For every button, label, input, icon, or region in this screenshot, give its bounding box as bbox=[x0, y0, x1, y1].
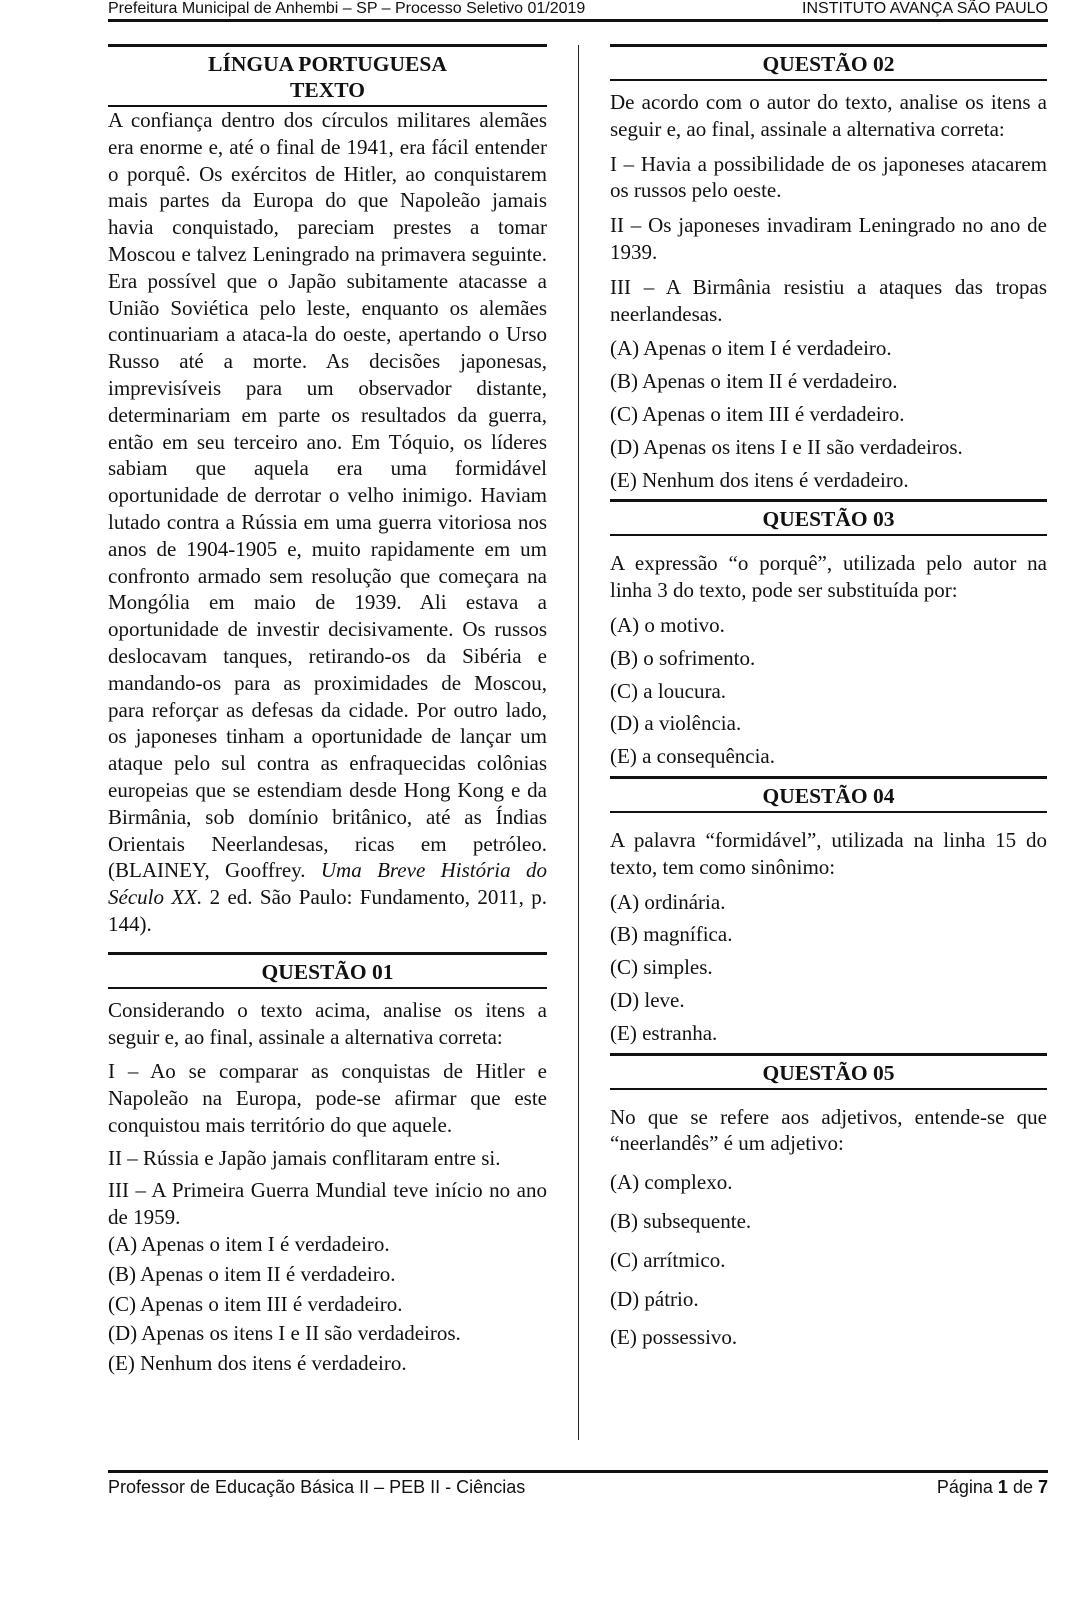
question-2-stem: De acordo com o autor do texto, analise os itens a seguir e, ao final, assinale a alternativa correta: bbox=[610, 90, 1047, 141]
question-5-option[interactable]: (A) complexo. bbox=[610, 1170, 733, 1195]
question-2-title: QUESTÃO 02 bbox=[610, 44, 1047, 81]
book-title: Uma Breve História do Século XX. bbox=[108, 858, 547, 910]
section-title: LÍNGUA PORTUGUESA bbox=[208, 52, 447, 76]
page-number bbox=[937, 1477, 1048, 1498]
question-4-stem: A palavra “formidável”, utilizada na linha 15 do texto, tem como sinônimo: bbox=[610, 827, 1047, 879]
question-5-option[interactable]: (C) arrítmico. bbox=[610, 1247, 726, 1272]
question-3-option[interactable]: (D) a violência. bbox=[610, 711, 742, 736]
question-1-option[interactable]: (A) Apenas o item I é verdadeiro. bbox=[108, 1232, 390, 1257]
question-5-title: QUESTÃO 05 bbox=[610, 1053, 1047, 1090]
header-right: INSTITUTO AVANÇA SÃO PAULO bbox=[802, 0, 1048, 17]
question-1-option[interactable]: (E) Nenhum dos itens é verdadeiro. bbox=[108, 1351, 407, 1376]
question-1-option[interactable]: (C) Apenas o item III é verdadeiro. bbox=[108, 1291, 403, 1316]
question-2-item: III – A Birmânia resistiu a ataques das tropas neerlandesas. bbox=[610, 274, 1047, 326]
question-1-item: III – A Primeira Guerra Mundial teve início no ano de 1959. bbox=[108, 1178, 547, 1230]
question-4-option[interactable]: (E) estranha. bbox=[610, 1020, 718, 1045]
left-column bbox=[108, 44, 547, 1377]
question-2-option[interactable]: (C) Apenas o item III é verdadeiro. bbox=[610, 401, 905, 426]
question-4-option[interactable]: (A) ordinária. bbox=[610, 889, 726, 914]
question-4-option[interactable]: (C) simples. bbox=[610, 955, 713, 980]
passage-text: A confiança dentro dos círculos militares alemães era enorme e, até o final de 1941, era fácil entender o porquê. Os exércitos de Hitler, ao conquistarem mais partes da Europa do que Napoleão jamais havia conquistado, pareciam prestes a tomar Moscou e talvez Leningrado na primavera seguinte. Era possível que o Japão subitamente atacasse a União Soviética pelo leste, enquanto os alemães continuariam a ataca-la do oeste, apertando o Urso Russo até a morte. As decisões japonesas, imprevisíveis para um observador distante, determinariam em parte os resultados da guerra, então em seu terceiro ano. Em Tóquio, os líderes sabiam que aquela era uma formidável oportunidade de derrotar o velho inimigo. Haviam lutado contra a Rússia em uma guerra vitoriosa nos anos de 1904-1905 e, muito rapidamente em um confronto armado sem resolução que começara na Mongólia em maio de 1939. Ali estava a oportunidade de investir decisivamente. Os russos deslocavam tanques, retirando-os da Sibéria e mandando-os para as proximidades de Moscou, para reforçar as defesas da cidade. Por outro lado, os japoneses tinham a oportunidade de lançar um ataque pelo sul contra as enfraquecidas colônias europeias que se estendiam desde Hong Kong e da Birmânia, sob domínio britânico, até as Índias Orientais Neerlandesas, ricas em petróleo. (BLAINEY, Gooffrey. bbox=[108, 108, 547, 883]
question-1-title: QUESTÃO 01 bbox=[108, 952, 547, 989]
total-pages: 7 bbox=[1037, 1477, 1048, 1497]
question-5-option[interactable]: (D) pátrio. bbox=[610, 1286, 699, 1311]
question-5-option[interactable]: (E) possessivo. bbox=[610, 1325, 738, 1350]
question-1-item: II – Rússia e Japão jamais conflitaram entre si. bbox=[108, 1145, 501, 1170]
current-page: 1 bbox=[997, 1477, 1008, 1497]
question-4-option[interactable]: (B) magnífica. bbox=[610, 922, 733, 947]
question-2-option[interactable]: (D) Apenas os itens I e II são verdadeiros. bbox=[610, 434, 963, 459]
question-2-option[interactable]: (A) Apenas o item I é verdadeiro. bbox=[610, 336, 892, 361]
question-2-option[interactable]: (E) Nenhum dos itens é verdadeiro. bbox=[610, 467, 909, 492]
question-3-option[interactable]: (B) o sofrimento. bbox=[610, 645, 756, 670]
passage bbox=[108, 107, 547, 938]
question-2-item: I – Havia a possibilidade de os japoneses atacarem os russos pelo oeste. bbox=[610, 151, 1047, 203]
question-1-stem: Considerando o texto acima, analise os itens a seguir e, ao final, assinale a alternativa correta: bbox=[108, 997, 547, 1049]
page-label: Página bbox=[936, 1477, 993, 1497]
page-of: de bbox=[1012, 1477, 1033, 1497]
question-3-option[interactable]: (C) a loucura. bbox=[610, 678, 727, 703]
question-1-option[interactable]: (B) Apenas o item II é verdadeiro. bbox=[108, 1261, 396, 1286]
header-left: Prefeitura Municipal de Anhembi – SP – Processo Seletivo 01/2019 bbox=[108, 0, 586, 17]
question-1-item: I – Ao se comparar as conquistas de Hitler e Napoleão na Europa, pode-se afirmar que este conquistou mais território do que aquele. bbox=[108, 1059, 547, 1137]
question-5-option[interactable]: (B) subsequente. bbox=[610, 1208, 752, 1233]
question-2-option[interactable]: (B) Apenas o item II é verdadeiro. bbox=[610, 369, 898, 394]
question-5-stem: No que se refere aos adjetivos, entende-se que “neerlandês” é um adjetivo: bbox=[610, 1104, 1047, 1156]
passage-citation: 2 ed. São Paulo: Fundamento, 2011, p. 144). bbox=[108, 885, 547, 936]
question-3-option[interactable]: (A) o motivo. bbox=[610, 612, 725, 637]
question-2-item: II – Os japoneses invadiram Leningrado no ano de 1939. bbox=[610, 213, 1047, 264]
section-heading bbox=[108, 44, 547, 107]
column-divider bbox=[578, 45, 579, 1440]
page-footer bbox=[108, 1470, 1048, 1498]
page-header bbox=[108, 0, 1048, 22]
right-column bbox=[610, 44, 1047, 1351]
question-3-option[interactable]: (E) a consequência. bbox=[610, 744, 775, 769]
question-1-option[interactable]: (D) Apenas os itens I e II são verdadeiros. bbox=[108, 1321, 461, 1346]
footer-left: Professor de Educação Básica II – PEB II - Ciências bbox=[108, 1477, 526, 1497]
question-3-title: QUESTÃO 03 bbox=[610, 499, 1047, 536]
question-4-option[interactable]: (D) leve. bbox=[610, 987, 685, 1012]
question-3-stem: A expressão “o porquê”, utilizada pelo autor na linha 3 do texto, pode ser substituída por: bbox=[610, 551, 1047, 603]
question-4-title: QUESTÃO 04 bbox=[610, 776, 1047, 813]
section-subtitle: TEXTO bbox=[290, 78, 365, 102]
